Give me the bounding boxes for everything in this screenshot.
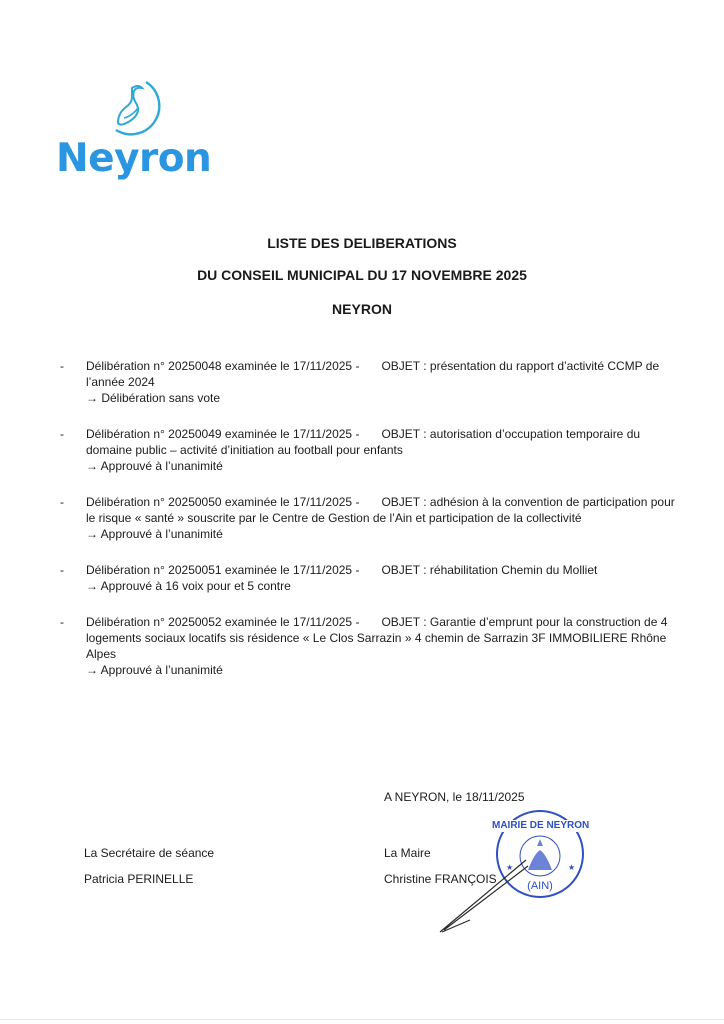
deliberation-result: → Délibération sans vote [86,391,221,405]
deliberation-header: Délibération n° 20250049 examinée le 17/11/2025 - [86,427,360,441]
title-line-3: NEYRON [332,301,392,317]
bullet: - [60,495,64,509]
deliberation-result: → Approuvé à l’unanimité [86,663,223,677]
deliberation-objet: OBJET : adhésion à la convention de participation pour le risque « santé » souscrite par le Centre de Gestion de l’Ain et participation de la collectivité [86,495,675,525]
secretary-name: Patricia PERINELLE [84,872,194,886]
deliberation-objet: OBJET : Garantie d’emprunt pour la construction de 4 logements sociaux locatifs sis résidence « Le Clos Sarrazin » 4 chemin de Sarrazin 3F IMMOBILIERE Rhône Alpes [86,615,668,661]
svg-text:★: ★ [568,863,576,872]
deliberation-objet: OBJET : autorisation d’occupation temporaire du domaine public – activité d’initiation au football pour enfants [86,427,641,457]
deliberation-header: Délibération n° 20250052 examinée le 17/11/2025 - [86,615,360,629]
deliberation-header: Délibération n° 20250050 examinée le 17/11/2025 - [86,495,360,509]
stamp-text-bottom: (AIN) [527,880,553,892]
page-edge [0,1019,724,1020]
deliberation-item [60,614,680,678]
mayor-name: Christine FRANÇOIS [384,872,497,886]
title-line-1: LISTE DES DELIBERATIONS [267,235,457,251]
place-date: A NEYRON, le 18/11/2025 [384,790,525,804]
svg-text:★: ★ [506,863,514,872]
deliberation-header: Délibération n° 20250048 examinée le 17/11/2025 - [86,359,360,373]
deliberation-result: → Approuvé à 16 voix pour et 5 contre [86,579,291,593]
bullet: - [60,615,64,629]
deliberation-objet: OBJET : présentation du rapport d’activité CCMP de l’année 2024 [86,359,660,389]
mayor-role: La Maire [384,846,431,860]
neyron-logo [56,74,216,184]
deliberation-result: → Approuvé à l’unanimité [86,459,223,473]
bullet: - [60,427,64,441]
deliberation-item [60,358,680,406]
deliberation-item [60,426,680,474]
title-line-2: DU CONSEIL MUNICIPAL DU 17 NOVEMBRE 2025 [197,267,527,283]
stamp-text-top: MAIRIE DE NEYRON [492,820,590,831]
deliberation-header: Délibération n° 20250051 examinée le 17/11/2025 - [86,563,360,577]
mayor-signature [430,850,540,945]
secretary-role: La Secrétaire de séance [84,846,215,860]
bullet: - [60,563,64,577]
deliberation-item [60,562,680,594]
deliberation-item [60,494,680,542]
deliberation-result: → Approuvé à l’unanimité [86,527,223,541]
bullet: - [60,359,64,373]
deliberation-objet: OBJET : réhabilitation Chemin du Molliet [381,563,598,577]
heron-icon [102,74,166,138]
logo-wordmark: Neyron [56,136,212,181]
